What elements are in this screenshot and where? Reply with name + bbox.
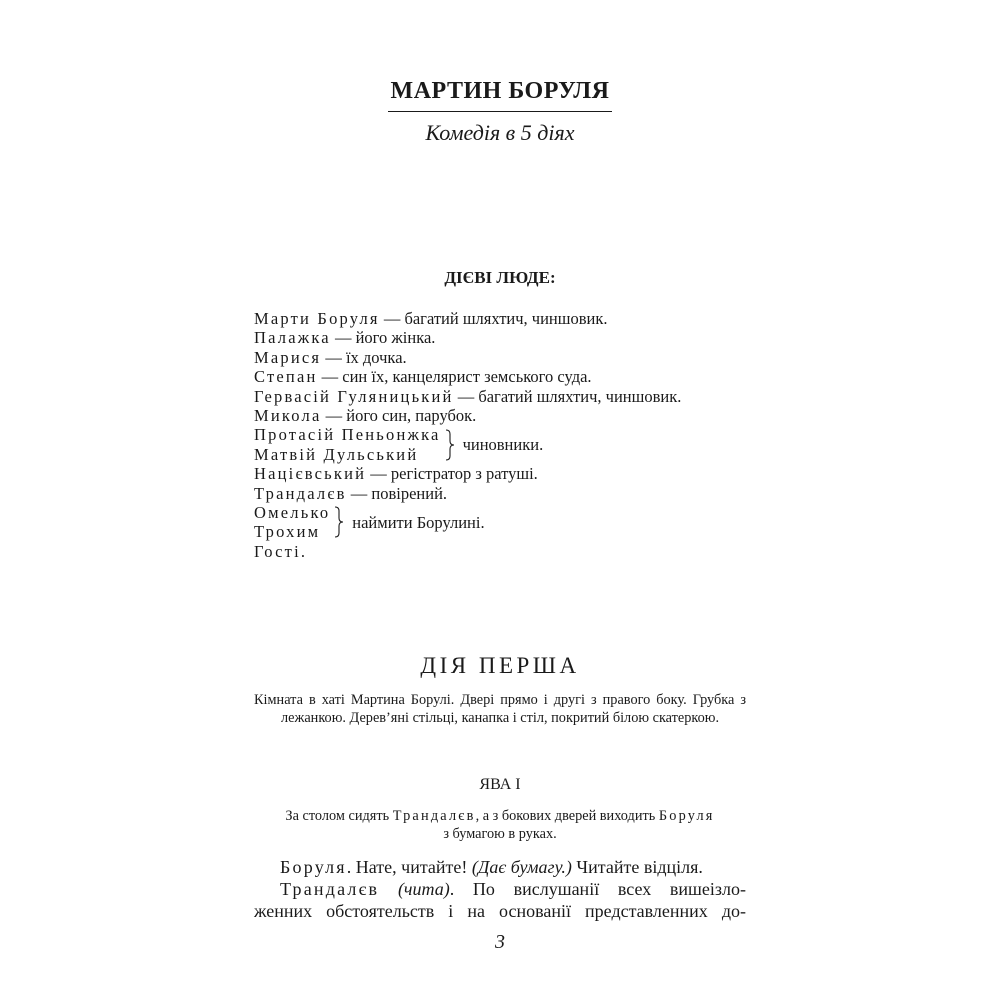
cast-entry	[254, 464, 774, 483]
character-description: — регістратор з ратуші.	[366, 464, 538, 484]
dialogue-line: женних обстоятельств і на основанії представленних до-	[254, 901, 746, 921]
character-description: — багатий шляхтич, чиншовик.	[379, 309, 608, 328]
cast-entry	[254, 328, 774, 347]
dialogue-line	[254, 878, 746, 900]
stage-remark: (Дає бумагу.)	[471, 857, 572, 877]
character-name: Микола	[254, 405, 322, 425]
cast-group-servants	[254, 503, 774, 542]
group-description: наймити Борулині.	[352, 512, 485, 532]
cast-entry	[254, 406, 774, 425]
cast-heading: ДІЄВІ ЛЮДЕ:	[444, 268, 556, 287]
character-description: — син їх, канцелярист земського суда.	[317, 367, 592, 387]
character-name: Боруля	[658, 808, 715, 824]
cast-group-officials	[254, 425, 774, 464]
scene-stage-direction	[254, 808, 746, 843]
speaker-name: Боруля	[280, 857, 347, 877]
character-name: Гервасій Гуляницький	[254, 386, 454, 406]
cast-entry	[254, 309, 774, 328]
dialogue	[254, 856, 746, 922]
stage-direction: Кімната в хаті Мартина Борулі. Двері прямо і другі з правого боку. Грубка з лежанкою. Дерев’яні стільці, канапка і стіл, покритий білою скатеркою.	[254, 692, 746, 726]
character-description: — їх дочка.	[321, 347, 407, 367]
character-name: Степан	[254, 367, 318, 387]
character-name: Націєвський	[254, 464, 367, 484]
group-description: чиновники.	[462, 435, 544, 455]
character-description: — повірений.	[346, 483, 448, 503]
character-name: Гості.	[254, 541, 308, 561]
stage-remark: (чита)	[397, 879, 450, 899]
cast-entry	[254, 387, 774, 406]
character-description: — його син, парубок.	[321, 405, 477, 425]
play-subtitle: Комедія в 5 діях	[425, 120, 575, 145]
character-name: Матвій Дульський	[254, 444, 419, 464]
stage-text: , а з бокових дверей виходить	[475, 808, 659, 824]
speaker-name: Трандалєв	[280, 879, 380, 899]
speech-text: Читайте відціля.	[571, 857, 703, 877]
group-names	[254, 425, 441, 464]
stage-direction-line: з бумагою в руках.	[443, 825, 557, 842]
character-name: Трандалєв	[392, 808, 476, 824]
act-title: ДІЯ ПЕРША	[420, 653, 580, 678]
page-number: 3	[495, 931, 505, 953]
character-description: — його жінка.	[330, 328, 436, 348]
speech-text: . По вислушанії всех вишеізло-	[449, 879, 746, 899]
play-title: МАРТИН БОРУЛЯ	[388, 78, 612, 112]
cast-entry	[254, 542, 774, 561]
scene-title: ЯВА І	[479, 776, 521, 793]
character-name: Протасій Пеньонжка	[254, 425, 441, 445]
stage-text: За столом сидять	[285, 808, 393, 824]
character-name: Омелько	[254, 502, 331, 522]
cast-entry	[254, 484, 774, 503]
character-name: Трандалєв	[254, 483, 347, 503]
speech-text: . Нате, читайте!	[346, 857, 472, 877]
character-name: Трохим	[254, 522, 321, 542]
stage-direction-line	[254, 808, 746, 826]
brace-icon	[445, 429, 455, 461]
cast-list	[254, 309, 774, 561]
cast-entry	[254, 367, 774, 386]
group-names	[254, 503, 330, 542]
character-name: Марти Боруля	[254, 309, 380, 328]
character-name: Палажка	[254, 328, 331, 348]
brace-icon	[334, 506, 344, 538]
cast-entry	[254, 348, 774, 367]
character-description: — багатий шляхтич, чиншовик.	[453, 386, 682, 406]
character-name: Марися	[254, 347, 322, 367]
dialogue-line	[254, 856, 746, 878]
